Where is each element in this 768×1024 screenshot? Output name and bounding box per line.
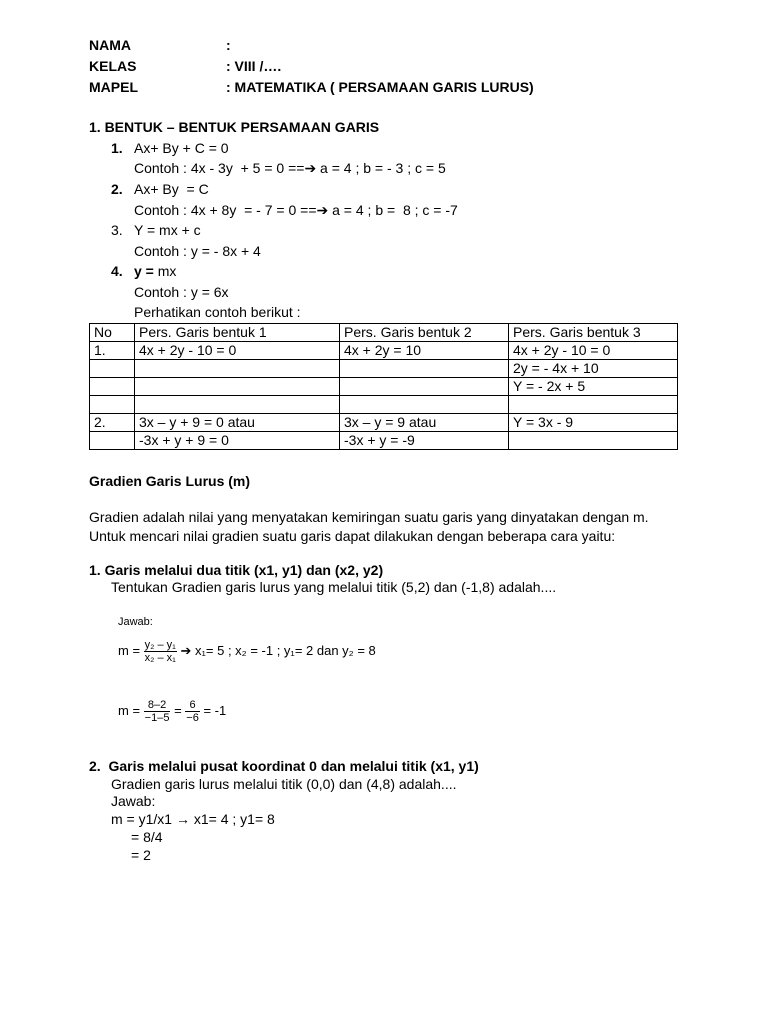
table-cell: Y = - 2x + 5 (509, 378, 678, 396)
gradient-definition: Gradien adalah nilai yang menyatakan kemiringan suatu garis yang dinyatakan dengan m. (89, 509, 649, 525)
table-cell: 4x + 2y - 10 = 0 (509, 342, 678, 360)
table-cell (509, 396, 678, 414)
form3-formula: Y = mx + c (134, 222, 201, 238)
form2-number: 2. (111, 181, 123, 197)
table-cell: 2. (90, 414, 135, 432)
method1-m-label: m = (118, 643, 141, 658)
section1-heading: 1. BENTUK – BENTUK PERSAMAAN GARIS (89, 119, 380, 135)
fraction-numerator: 6 (185, 699, 200, 712)
table-cell (90, 360, 135, 378)
table-cell (135, 360, 340, 378)
kelas-value: : VIII /…. (226, 58, 282, 74)
table-row (90, 432, 678, 450)
table-header-form3: Pers. Garis bentuk 3 (509, 324, 678, 342)
simplified-fraction (185, 699, 200, 724)
method1-m-label-2: m = (118, 703, 141, 718)
form3-number: 3. (111, 222, 123, 238)
method1-values: ➔ x₁= 5 ; x₂ = -1 ; y₁= 2 dan y₂ = 8 (180, 643, 376, 658)
substituted-fraction (144, 699, 171, 724)
method2-jawab: Jawab: (111, 793, 156, 809)
table-cell: 4x + 2y = 10 (340, 342, 509, 360)
form2-formula: Ax+ By = C (134, 181, 209, 197)
table-row (90, 396, 678, 414)
table-cell (340, 378, 509, 396)
table-cell: Y = 3x - 9 (509, 414, 678, 432)
gradient-heading: Gradien Garis Lurus (m) (89, 473, 251, 489)
form4-formula-bold: y = (134, 263, 154, 279)
fraction-denominator: x₂ – x₁ (144, 652, 176, 665)
table-header-row (90, 324, 678, 342)
table-cell: 1. (90, 342, 135, 360)
form4-formula (134, 263, 176, 280)
table-cell (90, 378, 135, 396)
table-cell: 3x – y + 9 = 0 atau (135, 414, 340, 432)
table-row (90, 360, 678, 378)
table-row (90, 342, 678, 360)
method2-question: Gradien garis lurus melalui titik (0,0) dan (4,8) adalah.... (111, 776, 457, 792)
table-cell (340, 360, 509, 378)
kelas-label: KELAS (89, 58, 137, 74)
form1-example: Contoh : 4x - 3y + 5 = 0 ==➔ a = 4 ; b = - 3 ; c = 5 (134, 160, 446, 176)
table-cell: 3x – y = 9 atau (340, 414, 509, 432)
table-header-form2: Pers. Garis bentuk 2 (340, 324, 509, 342)
gradient-fraction (144, 639, 177, 664)
table-cell (509, 432, 678, 450)
form4-number: 4. (111, 263, 123, 279)
method1-question: Tentukan Gradien garis lurus yang melalui titik (5,2) dan (-1,8) adalah.... (111, 579, 557, 595)
table-cell (340, 396, 509, 414)
method2-line1: m = y1/x1 → x1= 4 ; y1= 8 (111, 811, 275, 827)
form3-example: Contoh : y = - 8x + 4 (134, 243, 261, 259)
fraction-numerator: 8–2 (144, 699, 171, 712)
mapel-label: MAPEL (89, 79, 138, 95)
method2-line3: = 2 (131, 847, 151, 863)
nama-value: : (226, 37, 231, 53)
nama-label: NAMA (89, 37, 131, 53)
method1-heading: 1. Garis melalui dua titik (x1, y1) dan (x2, y2) (89, 562, 384, 578)
method1-calculation (118, 696, 226, 726)
form4-formula-rest: mx (153, 263, 177, 279)
table-header-no: No (90, 324, 135, 342)
fraction-denominator: −1–5 (144, 712, 170, 725)
table-cell: -3x + y = -9 (340, 432, 509, 450)
form4-example: Contoh : y = 6x (134, 284, 229, 300)
method2-heading: 2. Garis melalui pusat koordinat 0 dan melalui titik (x1, y1) (89, 758, 479, 774)
fraction-denominator: −6 (186, 712, 199, 725)
table-header-form1: Pers. Garis bentuk 1 (135, 324, 340, 342)
method1-formula (118, 636, 376, 666)
table-cell (135, 396, 340, 414)
method1-jawab: Jawab: (118, 616, 153, 628)
equation-forms-table (89, 323, 678, 450)
equals-sign: = (174, 703, 182, 718)
table-row (90, 414, 678, 432)
form1-number: 1. (111, 140, 123, 156)
table-cell: -3x + y + 9 = 0 (135, 432, 340, 450)
mapel-value: : MATEMATIKA ( PERSAMAAN GARIS LURUS) (226, 79, 534, 95)
form1-formula: Ax+ By + C = 0 (134, 140, 229, 156)
gradient-methods-intro: Untuk mencari nilai gradien suatu garis dapat dilakukan dengan beberapa cara yaitu: (89, 528, 616, 544)
fraction-numerator: y₂ – y₁ (144, 639, 176, 652)
method1-result: = -1 (203, 703, 227, 718)
table-row (90, 378, 678, 396)
table-cell (135, 378, 340, 396)
table-cell (90, 432, 135, 450)
table-intro-note: Perhatikan contoh berikut : (134, 304, 301, 320)
form2-example: Contoh : 4x + 8y = - 7 = 0 ==➔ a = 4 ; b = 8 ; c = -7 (134, 202, 458, 218)
method2-line2: = 8/4 (131, 829, 163, 845)
table-cell: 2y = - 4x + 10 (509, 360, 678, 378)
table-cell: 4x + 2y - 10 = 0 (135, 342, 340, 360)
table-cell (90, 396, 135, 414)
